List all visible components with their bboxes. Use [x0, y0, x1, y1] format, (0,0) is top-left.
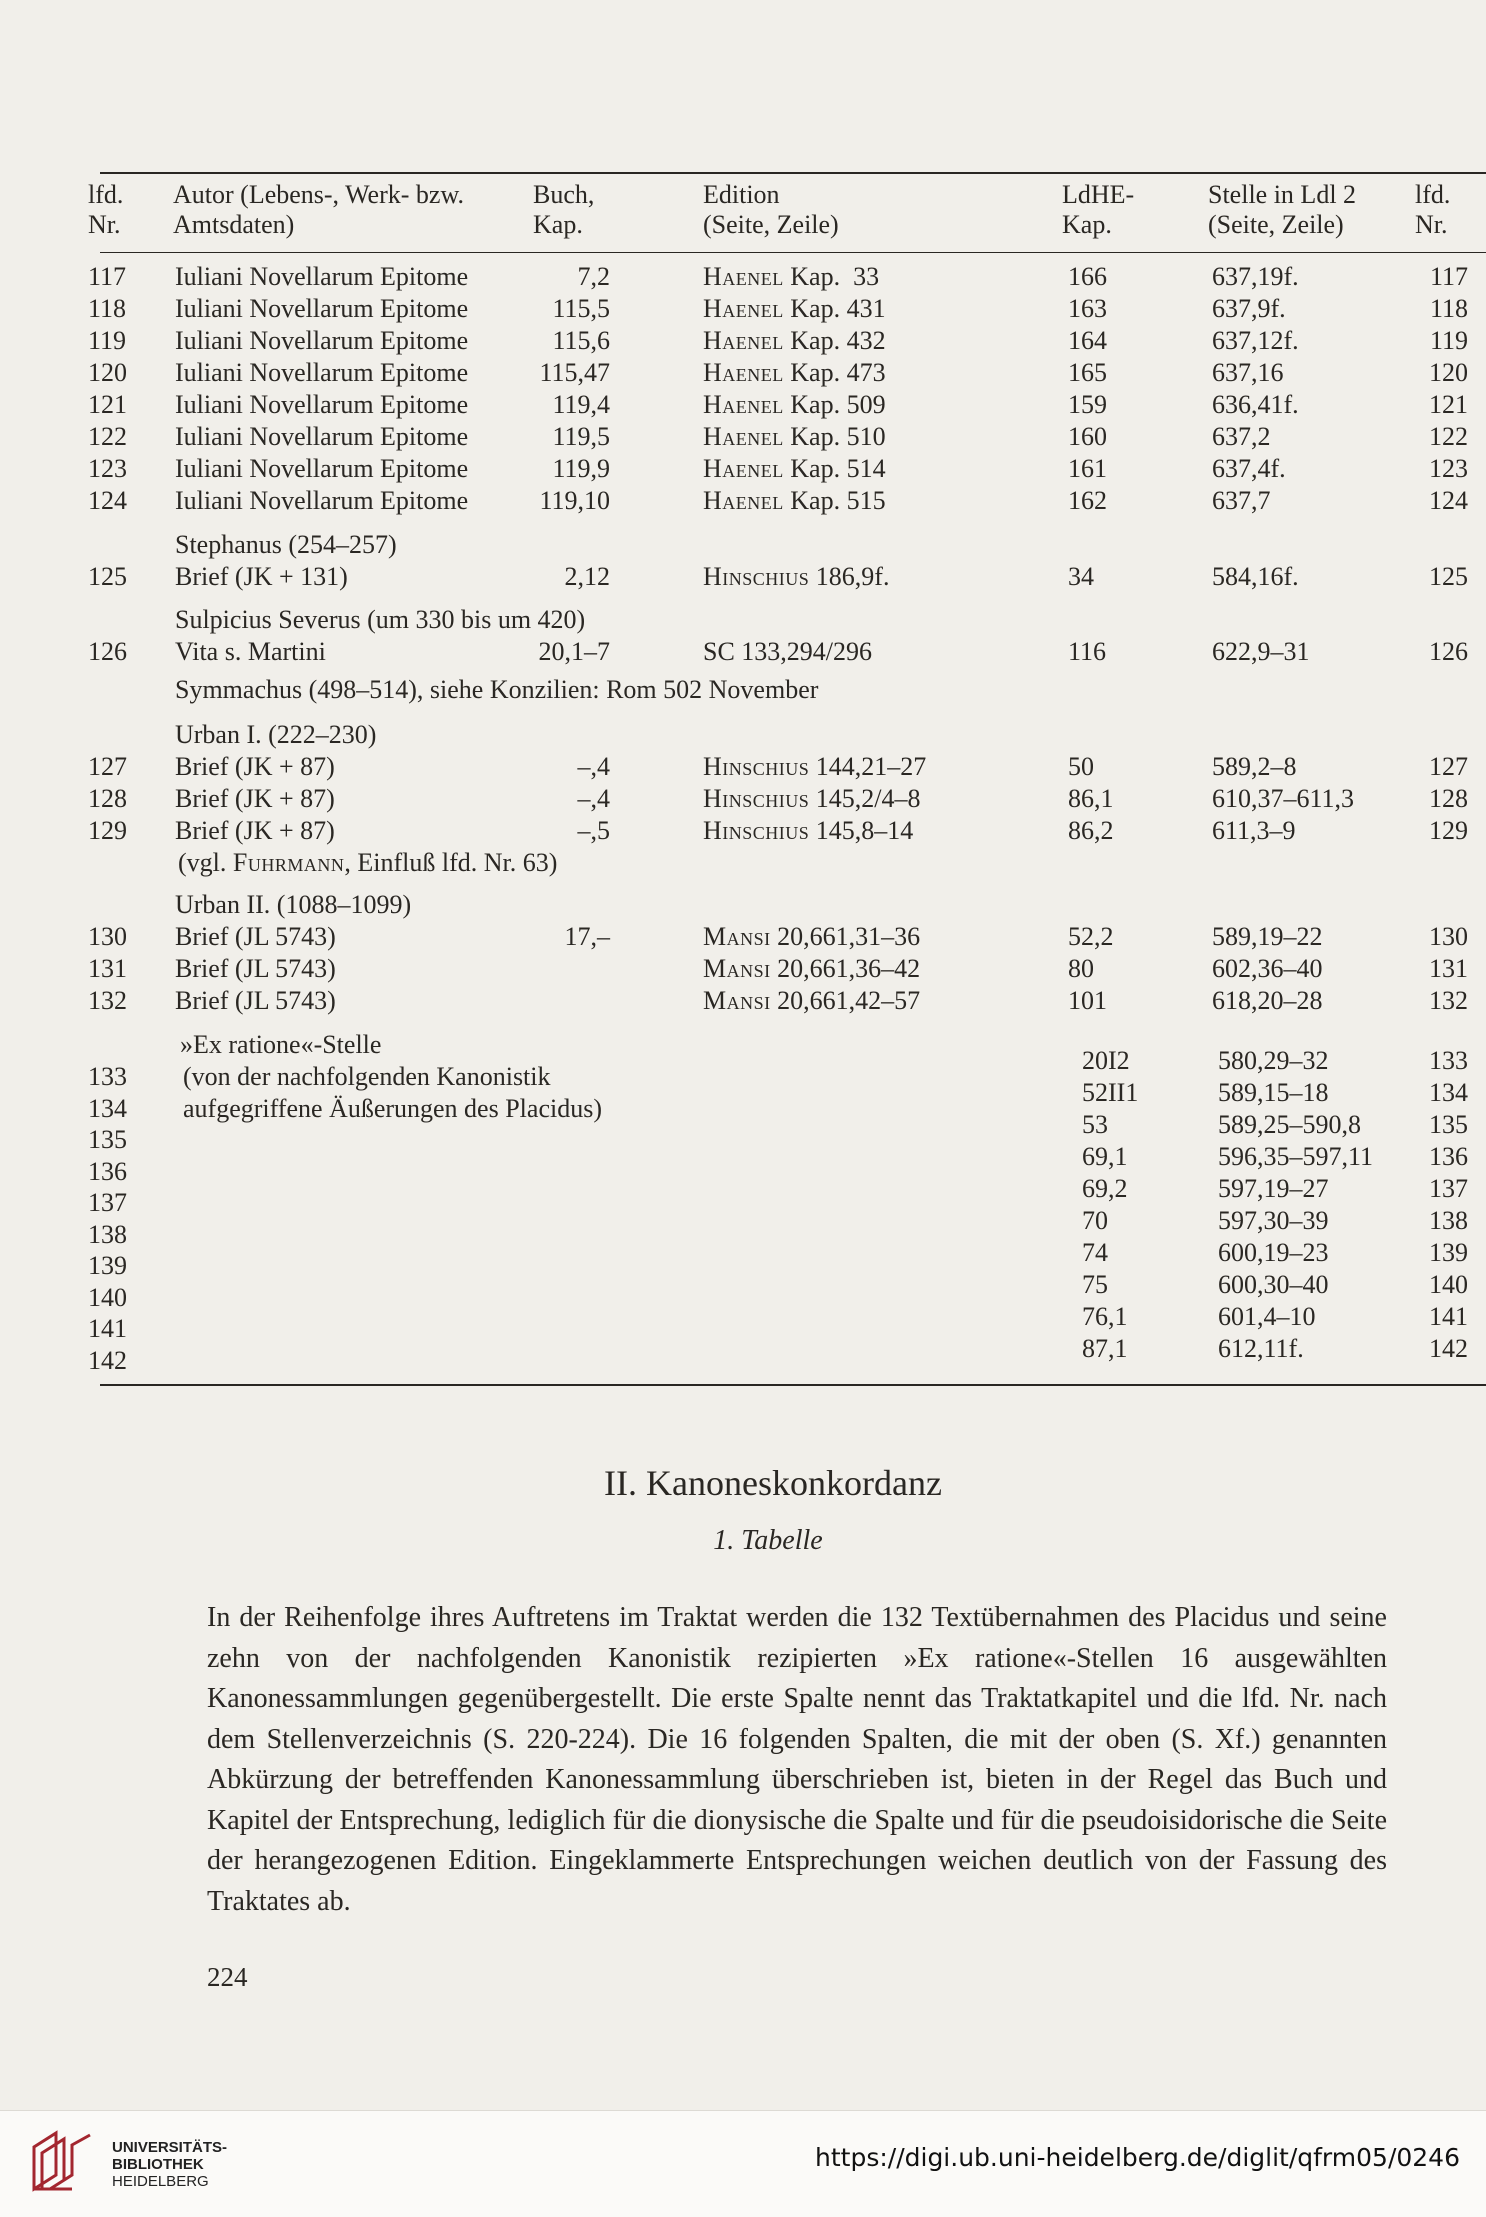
row-number-right: 128 [1429, 784, 1468, 813]
row-author: Iuliani Novellarum Epitome [175, 422, 469, 451]
header-rule [100, 252, 1486, 253]
row-passage: 611,3–9 [1212, 816, 1296, 845]
row-number: 121 [88, 390, 127, 419]
row-passage: 622,9–31 [1212, 637, 1310, 666]
edition-editor: Haenel [703, 454, 784, 483]
row-author: Iuliani Novellarum Epitome [175, 390, 469, 419]
row-number-right: 140 [1429, 1270, 1468, 1299]
edition-editor: Mansi [703, 986, 771, 1015]
row-passage: 637,12f. [1212, 326, 1299, 355]
row-ldhe-chapter: 163 [1068, 294, 1107, 323]
row-book-chapter: –,4 [577, 752, 610, 781]
row-number-right: 131 [1429, 954, 1468, 983]
ex-ratione-line-1: »Ex ratione«-Stelle [180, 1030, 382, 1059]
row-author: Stephanus (254–257) [175, 530, 397, 559]
edition-editor: Haenel [703, 390, 784, 419]
row-number-right: 133 [1429, 1046, 1468, 1075]
row-ldhe-chapter: 52II1 [1082, 1078, 1139, 1107]
edition-reference: Kap. 510 [783, 422, 886, 451]
row-number: 119 [88, 326, 127, 355]
edition-editor: Hinschius [703, 562, 810, 591]
row-ldhe-chapter: 86,2 [1068, 816, 1114, 845]
row-ldhe-chapter: 164 [1068, 326, 1107, 355]
edition-editor: Haenel [703, 294, 784, 323]
library-name[interactable] [112, 2139, 227, 2190]
row-author: Iuliani Novellarum Epitome [175, 454, 469, 483]
row-number: 133 [88, 1062, 127, 1091]
section-title: II. Kanoneskonkordanz [604, 1463, 942, 1503]
row-passage: 589,2–8 [1212, 752, 1297, 781]
row-number: 117 [88, 262, 127, 291]
row-number: 118 [88, 294, 127, 323]
edition-reference: 186,9f. [809, 562, 890, 591]
row-ldhe-chapter: 52,2 [1068, 922, 1114, 951]
row-number-right: 120 [1429, 358, 1468, 387]
row-number: 132 [88, 986, 127, 1015]
row-ldhe-chapter: 162 [1068, 486, 1107, 515]
header-lfd-nr: lfd. Nr. [88, 180, 124, 239]
row-passage: 584,16f. [1212, 562, 1299, 591]
row-ldhe-chapter: 87,1 [1082, 1334, 1128, 1363]
row-edition [703, 637, 872, 667]
row-passage: 618,20–28 [1212, 986, 1323, 1015]
edition-editor: Hinschius [703, 784, 810, 813]
row-edition [703, 752, 926, 782]
row-number-right: 136 [1429, 1142, 1468, 1171]
row-ldhe-chapter: 74 [1082, 1238, 1108, 1267]
row-number: 134 [88, 1093, 127, 1123]
row-number-right: 142 [1429, 1334, 1468, 1363]
row-author: Sulpicius Severus (um 330 bis um 420) [175, 605, 586, 634]
row-author: Brief (JK + 87) [175, 784, 335, 813]
edition-reference: 145,2/4–8 [809, 784, 921, 813]
row-number-right: 117 [1429, 262, 1468, 291]
header-edition: Edition (Seite, Zeile) [703, 180, 839, 239]
row-passage: 610,37–611,3 [1212, 784, 1355, 813]
row-author: Iuliani Novellarum Epitome [175, 326, 469, 355]
row-ldhe-chapter: 166 [1068, 262, 1107, 291]
row-author: Symmachus (498–514), siehe Konzilien: Rom 502 November [175, 675, 819, 704]
edition-editor: Hinschius [703, 752, 810, 781]
row-ldhe-chapter: 50 [1068, 752, 1094, 781]
ex-ratione-line-2: (von der nachfolgenden Kanonistik [183, 1062, 551, 1091]
edition-reference: 144,21–27 [809, 752, 927, 781]
row-ldhe-chapter: 116 [1068, 637, 1107, 666]
row-number-right: 138 [1429, 1206, 1468, 1235]
row-book-chapter: 17,– [564, 922, 610, 951]
row-author: Iuliani Novellarum Epitome [175, 486, 469, 515]
row-passage: 637,19f. [1212, 262, 1299, 291]
row-passage: 596,35–597,11 [1218, 1142, 1374, 1171]
edition-editor: Haenel [703, 326, 784, 355]
row-number: 141 [88, 1314, 127, 1343]
row-number: 122 [88, 422, 127, 451]
row-ldhe-chapter: 160 [1068, 422, 1107, 451]
row-edition [703, 954, 920, 984]
row-number: 137 [88, 1188, 127, 1217]
row-edition [703, 358, 886, 388]
row-number-right: 118 [1429, 294, 1468, 323]
row-number: 125 [88, 562, 127, 591]
row-passage: 597,30–39 [1218, 1206, 1329, 1235]
row-edition [703, 390, 886, 420]
edition-editor: Mansi [703, 922, 771, 951]
row-ldhe-chapter: 70 [1082, 1206, 1108, 1235]
edition-reference: Kap. 509 [783, 390, 886, 419]
row-passage: 637,4f. [1212, 454, 1286, 483]
row-book-chapter: 119,9 [552, 454, 610, 483]
row-book-chapter: 115,6 [552, 326, 610, 355]
row-author: Brief (JL 5743) [175, 922, 336, 951]
table-top-rule [100, 172, 1486, 174]
library-name-line-2: BIBLIOTHEK [112, 2156, 204, 2173]
row-number: 123 [88, 454, 127, 483]
header-buch: Buch, Kap. [533, 180, 595, 239]
library-name-line-1: UNIVERSITÄTS- [112, 2139, 228, 2156]
edition-reference: 20,661,36–42 [770, 954, 921, 983]
row-edition [703, 986, 920, 1016]
row-number: 128 [88, 784, 127, 813]
edition-reference: Kap. 515 [783, 486, 886, 515]
row-author: Brief (JK + 87) [175, 752, 335, 781]
row-edition [703, 262, 879, 292]
row-ldhe-chapter: 53 [1082, 1110, 1108, 1139]
row-ldhe-chapter: 76,1 [1082, 1302, 1128, 1331]
row-number-right: 119 [1429, 326, 1468, 355]
row-passage: 600,19–23 [1218, 1238, 1329, 1267]
row-edition [703, 562, 889, 592]
row-passage: 589,15–18 [1218, 1078, 1329, 1107]
row-book-chapter: 119,10 [539, 486, 610, 515]
edition-reference: 20,661,31–36 [770, 922, 921, 951]
row-number: 124 [88, 486, 127, 515]
row-number: 126 [88, 637, 127, 666]
row-number: 127 [88, 752, 127, 781]
library-name-line-3: HEIDELBERG [112, 2173, 209, 2190]
table-bottom-rule [100, 1384, 1486, 1386]
row-ldhe-chapter: 86,1 [1068, 784, 1114, 813]
edition-editor: Mansi [703, 954, 771, 983]
viewer-footer [0, 2110, 1486, 2217]
row-author: Iuliani Novellarum Epitome [175, 358, 469, 387]
row-ldhe-chapter: 75 [1082, 1270, 1108, 1299]
row-number: 120 [88, 358, 127, 387]
row-number-right: 137 [1429, 1174, 1468, 1203]
row-ldhe-chapter: 69,2 [1082, 1174, 1128, 1203]
row-book-chapter: 119,5 [552, 422, 610, 451]
edition-editor: Haenel [703, 358, 784, 387]
author-suffix: , Einfluß lfd. Nr. 63) [344, 848, 558, 877]
ex-ratione-line-3: aufgegriffene Äußerungen des Placidus) [183, 1094, 602, 1123]
row-ldhe-chapter: 69,1 [1082, 1142, 1128, 1171]
row-passage: 597,19–27 [1218, 1174, 1329, 1203]
body-paragraph: In der Reihenfolge ihres Auftretens im Traktat werden die 132 Textübernahmen des Placidus und seine zehn von der nachfolgenden Kanonistik rezipierten »Ex ratione«-Stellen 16 ausgewählten Kanonessammlungen gegenübergestellt. Die erste Spalte nennt das Traktatkapitel und die lfd. Nr. nach dem Stellenverzeichnis (S. 220-224). Die 16 folgenden Spalten, die mit der oben (S. Xf.) genannten Abkürzung der betreffenden Kanonessammlung überschrieben ist, bieten in der Regel das Buch und Kapitel der Entsprechung, lediglich für die dionysische die Spalte und für die pseudoisidorische die Seite der herangezogenen Edition. Eingeklammerte Entsprechungen weichen deutlich von der Fassung des Traktates ab. [207, 1602, 1387, 1917]
row-number-right: 135 [1429, 1110, 1468, 1139]
row-number-right: 132 [1429, 986, 1468, 1015]
row-number-right: 139 [1429, 1238, 1468, 1267]
row-passage: 589,25–590,8 [1218, 1110, 1361, 1139]
edition-editor: Haenel [703, 486, 784, 515]
row-number-right: 129 [1429, 816, 1468, 845]
row-passage: 600,30–40 [1218, 1270, 1329, 1299]
row-author: Urban II. (1088–1099) [175, 890, 412, 919]
author-smallcaps: Fuhrmann [232, 848, 345, 877]
row-number-right: 127 [1429, 752, 1468, 781]
row-book-chapter: –,5 [577, 816, 610, 845]
row-passage: 612,11f. [1218, 1334, 1304, 1363]
row-author: Brief (JL 5743) [175, 986, 336, 1015]
edition-reference: Kap. 473 [783, 358, 886, 387]
row-passage: 637,2 [1212, 422, 1271, 451]
row-edition [703, 486, 886, 516]
row-author: Iuliani Novellarum Epitome [175, 262, 469, 291]
edition-reference: Kap. 431 [783, 294, 886, 323]
row-book-chapter: –,4 [577, 784, 610, 813]
row-number: 130 [88, 922, 127, 951]
header-autor: Autor (Lebens-, Werk- bzw. Amtsdaten) [173, 180, 465, 239]
row-book-chapter: 115,5 [552, 294, 610, 323]
row-ldhe-chapter: 161 [1068, 454, 1107, 483]
row-edition [703, 922, 920, 952]
row-author: Urban I. (222–230) [175, 720, 377, 749]
header-lfd-nr-right: lfd. Nr. [1415, 180, 1451, 239]
row-number-right: 130 [1429, 922, 1468, 951]
header-stelle: Stelle in Ldl 2 (Seite, Zeile) [1208, 180, 1357, 239]
row-author: Brief (JK + 131) [175, 562, 348, 591]
row-number: 136 [88, 1156, 127, 1186]
permalink-url[interactable]: https://digi.ub.uni-heidelberg.de/diglit/qfrm05/0246 [815, 2143, 1460, 2172]
edition-reference: SC 133,294/296 [703, 637, 873, 666]
row-number: 142 [88, 1345, 127, 1375]
row-edition [703, 422, 886, 452]
row-number-right: 125 [1429, 562, 1468, 591]
row-number-right: 123 [1429, 454, 1468, 483]
edition-reference: 20,661,42–57 [770, 986, 921, 1015]
edition-reference: Kap. 33 [783, 262, 880, 291]
row-number: 135 [88, 1125, 127, 1154]
row-passage: 637,16 [1212, 358, 1284, 387]
row-passage: 589,19–22 [1212, 922, 1323, 951]
row-number: 131 [88, 954, 127, 983]
row-book-chapter: 2,12 [564, 562, 610, 591]
row-number-right: 141 [1429, 1302, 1468, 1331]
section-subtitle: 1. Tabelle [713, 1525, 823, 1556]
row-author: Vita s. Martini [175, 637, 326, 666]
row-author: Brief (JK + 87) [175, 816, 335, 845]
row-number-right: 121 [1429, 390, 1468, 419]
row-ldhe-chapter: 101 [1068, 986, 1107, 1015]
row-passage: 636,41f. [1212, 390, 1299, 419]
row-book-chapter: 7,2 [577, 262, 610, 291]
row-edition [703, 454, 886, 484]
university-library-logo-icon[interactable] [26, 2127, 98, 2197]
edition-editor: Haenel [703, 422, 784, 451]
row-ldhe-chapter: 165 [1068, 358, 1107, 387]
row-passage: 580,29–32 [1218, 1046, 1329, 1075]
edition-reference: Kap. 432 [783, 326, 886, 355]
row-number-right: 124 [1429, 486, 1468, 515]
row-edition [703, 294, 886, 324]
row-passage: 602,36–40 [1212, 954, 1323, 983]
row-book-chapter: 115,47 [539, 358, 610, 387]
edition-reference: 145,8–14 [809, 816, 914, 845]
row-number-right: 134 [1429, 1078, 1468, 1107]
edition-reference: Kap. 514 [783, 454, 886, 483]
row-number: 138 [88, 1219, 127, 1249]
row-book-chapter: 119,4 [552, 390, 610, 419]
row-author [178, 848, 557, 878]
row-author: Iuliani Novellarum Epitome [175, 294, 469, 323]
row-book-chapter: 20,1–7 [538, 637, 610, 666]
edition-editor: Haenel [703, 262, 784, 291]
edition-editor: Hinschius [703, 816, 810, 845]
row-number-right: 122 [1429, 422, 1468, 451]
header-ldhe: LdHE- Kap. [1062, 180, 1135, 239]
row-number: 139 [88, 1251, 127, 1280]
row-number: 140 [88, 1282, 127, 1312]
author-prefix: (vgl. [178, 848, 233, 877]
row-number-right: 126 [1429, 637, 1468, 666]
row-ldhe-chapter: 80 [1068, 954, 1094, 983]
row-edition [703, 326, 886, 356]
row-ldhe-chapter: 34 [1068, 562, 1094, 591]
row-author: Brief (JL 5743) [175, 954, 336, 983]
row-ldhe-chapter: 159 [1068, 390, 1107, 419]
row-passage: 601,4–10 [1218, 1302, 1316, 1331]
row-passage: 637,9f. [1212, 294, 1286, 323]
row-passage: 637,7 [1212, 486, 1271, 515]
row-ldhe-chapter: 20I2 [1082, 1046, 1130, 1075]
row-number: 129 [88, 816, 127, 845]
row-edition [703, 816, 913, 846]
row-edition [703, 784, 921, 814]
page-number: 224 [207, 1962, 248, 1992]
